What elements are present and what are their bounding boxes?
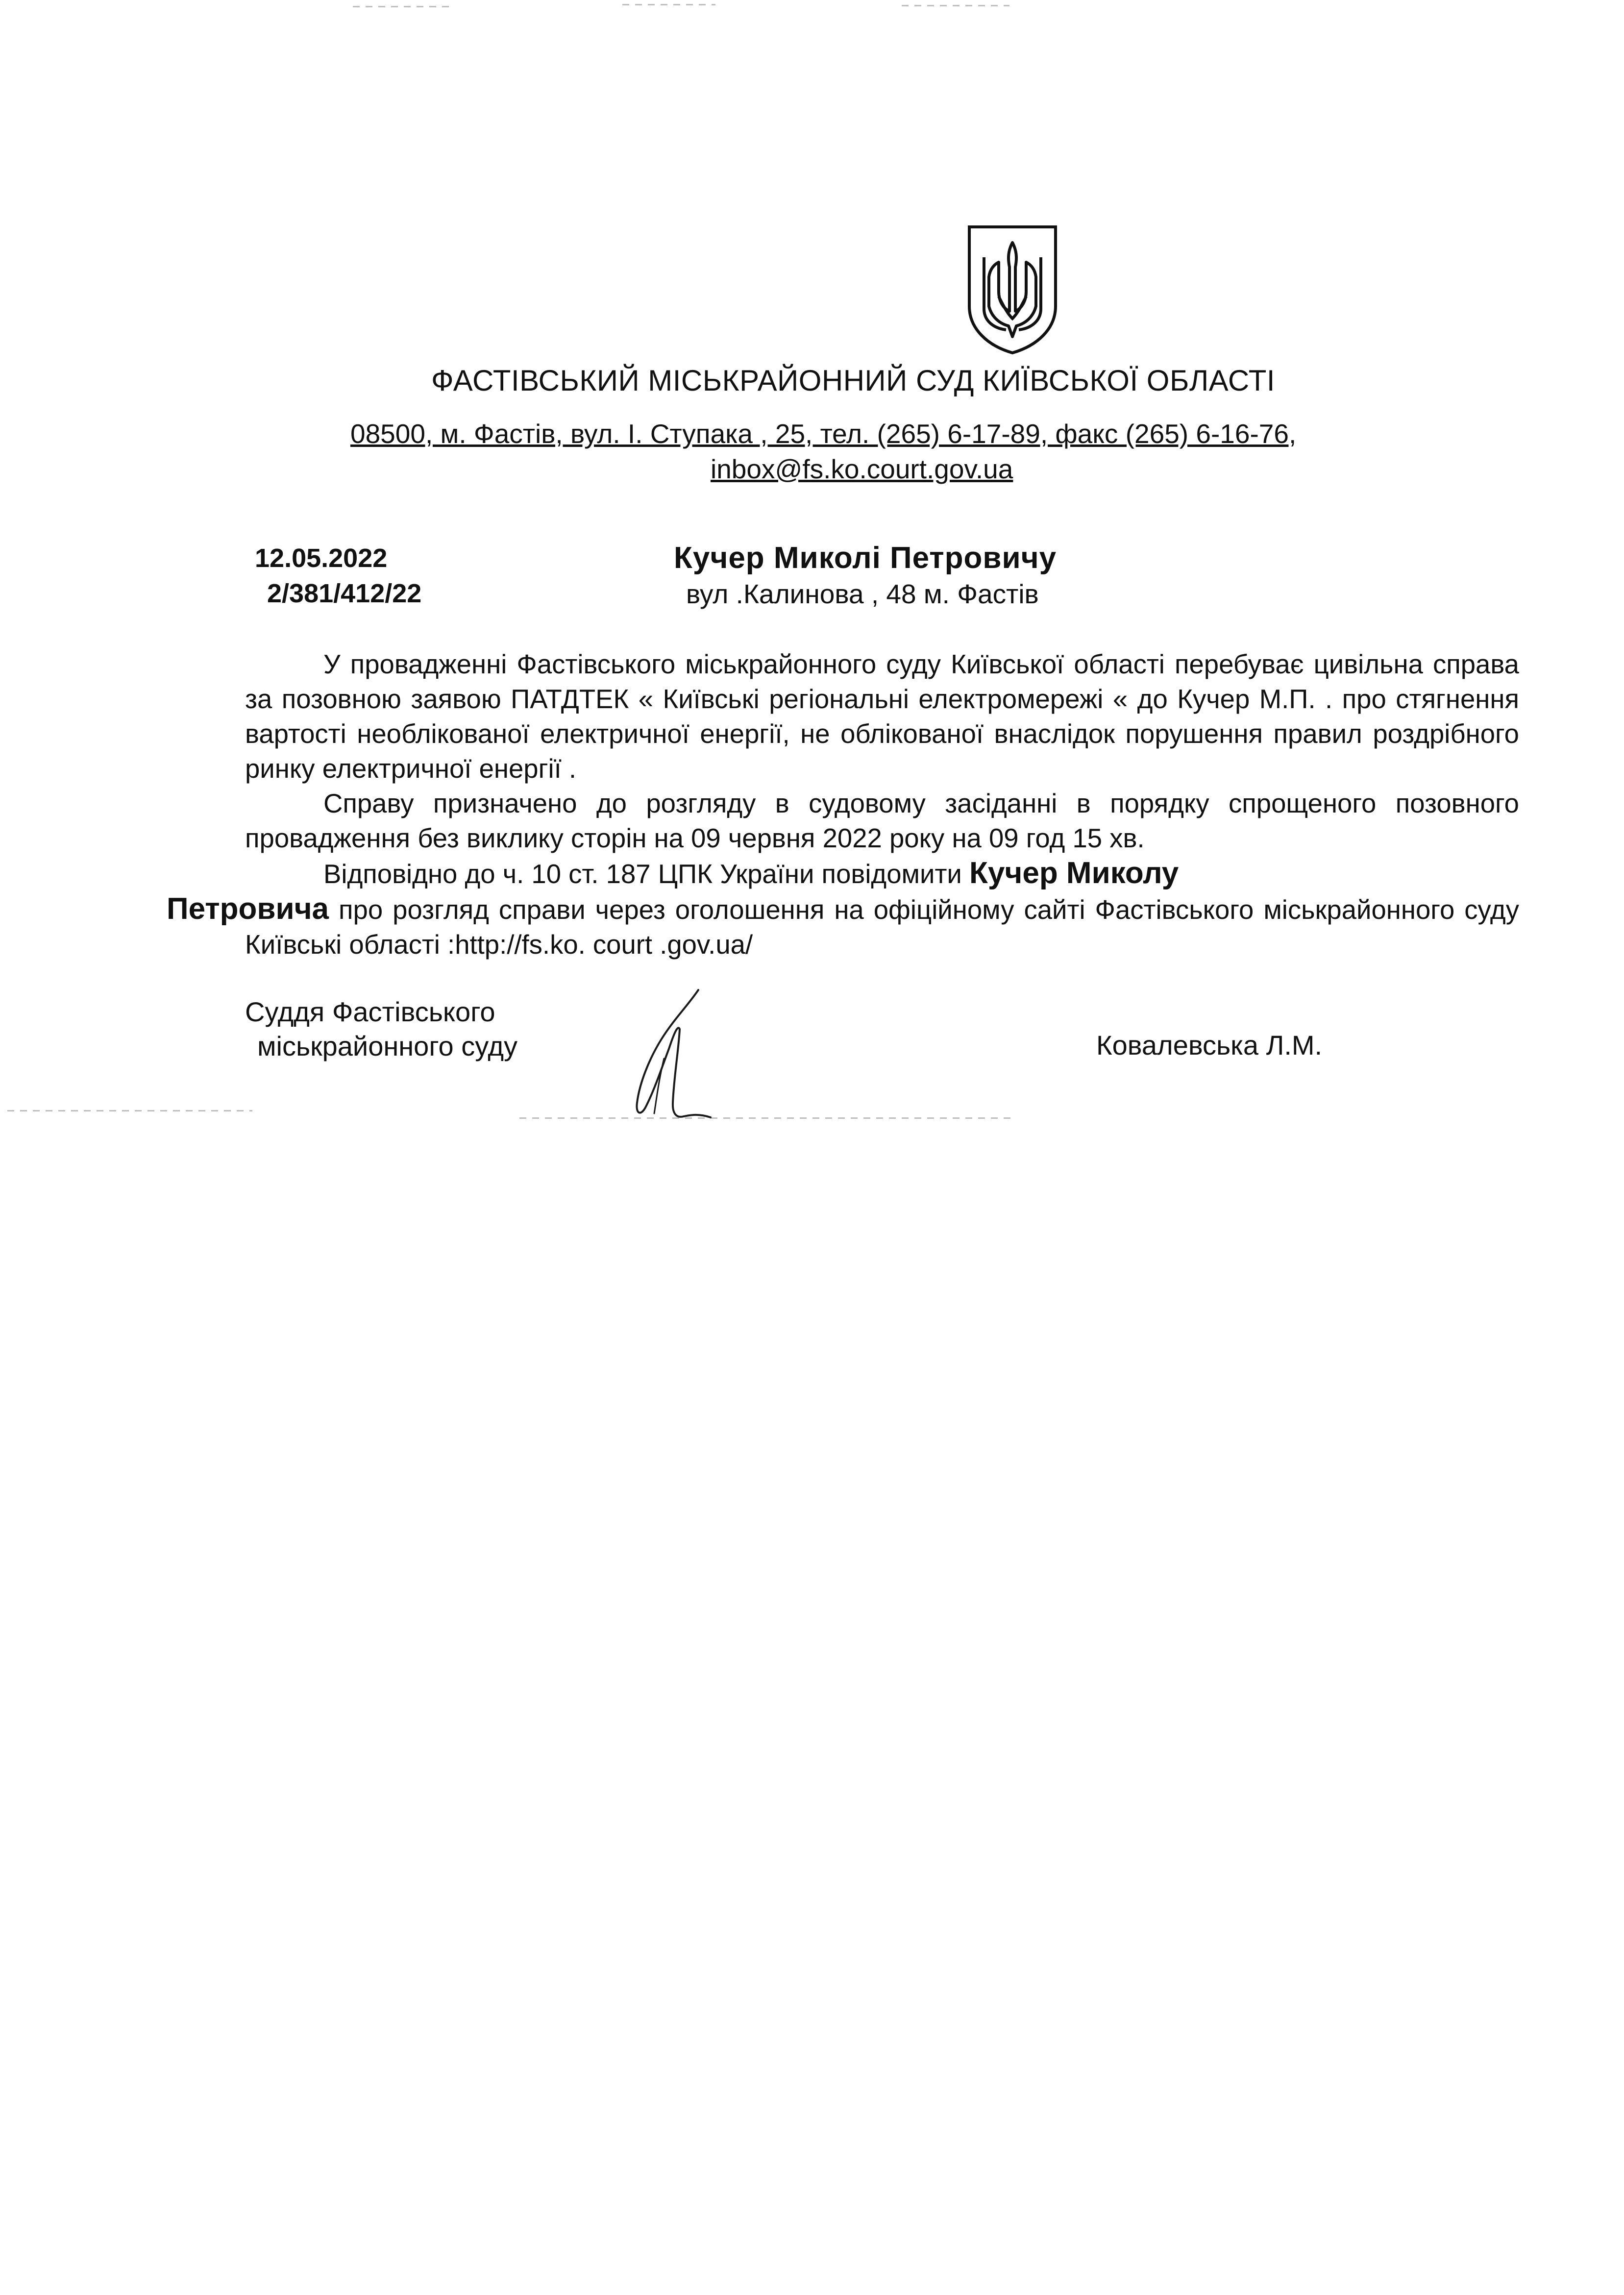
body-paragraph-2: Справу призначено до розгляду в судовому засіданні в порядку спрощеного позовного провадження без виклику сторін на 09 червня 2022 року на 09 год 15 хв. xyxy=(245,789,1519,853)
recipient-name: Кучер Миколі Петровичу xyxy=(674,541,1057,575)
body-paragraph-1: У провадженні Фастівського міськрайонного суду Київської області перебуває цивільна справа за позовною заявою ПАТДТЕК « Київські регіональні електромережі « до Кучер М.П. . про стягнення вартості необлікованої електричної енергії, не облікованої внаслідок порушення правил роздрібного ринку електричної енергії . xyxy=(245,649,1519,784)
body-paragraph-3 xyxy=(167,856,1519,962)
court-name: ФАСТІВСЬКИЙ МІСЬКРАЙОННИЙ СУД КИЇВСЬКОЇ ОБЛАСТІ xyxy=(431,364,1276,397)
defendant-name-part2: Петровича xyxy=(167,892,329,926)
recipient-address: вул .Калинова , 48 м. Фастів xyxy=(686,579,1039,609)
court-email-link[interactable]: inbox@fs.ko.court.gov.ua xyxy=(711,454,1013,484)
coat-of-arms-icon xyxy=(964,223,1060,355)
body-paragraph-3-rest: про розгляд справи через оголошення на офіційному сайті Фастівського міськрайонного суду Київські області :http://fs.ko. court .gov.ua/ xyxy=(245,895,1519,960)
scan-artifact xyxy=(902,5,1009,6)
scan-artifact xyxy=(7,1110,252,1111)
defendant-name-part1: Кучер Миколу xyxy=(969,856,1179,890)
judge-title-line2: міськрайонного суду xyxy=(257,1031,518,1061)
case-reference-number: 2/381/412/22 xyxy=(267,579,422,608)
scan-artifact xyxy=(519,1117,1014,1119)
letter-date: 12.05.2022 xyxy=(255,543,388,573)
scan-artifact xyxy=(353,6,451,7)
judge-title-line1: Суддя Фастівського xyxy=(245,996,495,1027)
handwritten-signature xyxy=(615,985,733,1127)
body-paragraph-3-start: Відповідно до ч. 10 ст. 187 ЦПК України повідомити xyxy=(323,859,962,889)
scan-artifact xyxy=(622,4,715,5)
judge-name: Ковалевська Л.М. xyxy=(1096,1030,1323,1061)
letter-body xyxy=(167,647,1519,962)
judge-title xyxy=(245,995,517,1063)
court-address: 08500, м. Фастів, вул. І. Ступака , 25, тел. (265) 6-17-89, факс (265) 6-16-76, xyxy=(350,419,1297,449)
